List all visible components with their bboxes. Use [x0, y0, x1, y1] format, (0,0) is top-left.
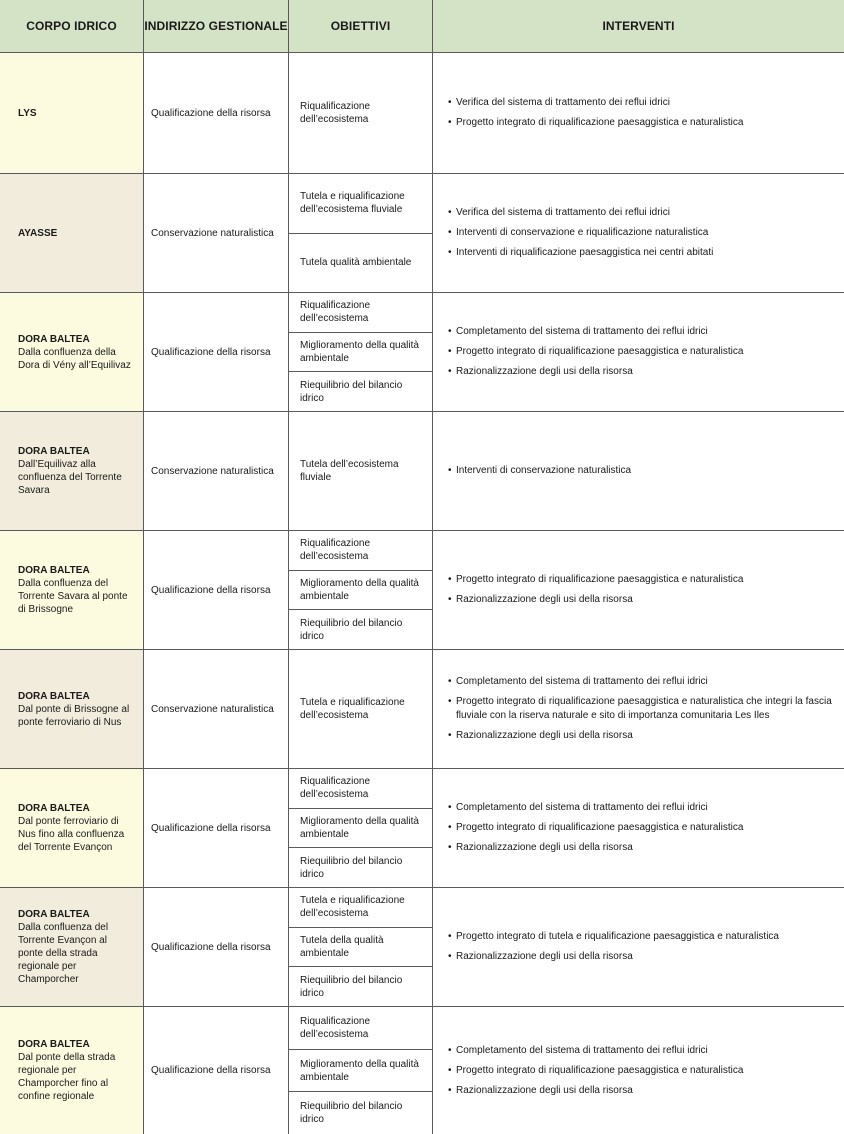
table-row [0, 1007, 844, 1134]
bullet-icon: • [448, 97, 452, 108]
obiettivo-item: Miglioramento della qualità ambientale [289, 571, 432, 611]
intervento-text: Razionalizzazione degli usi della risorsa [456, 366, 633, 377]
corpo-idrico-cell [0, 174, 144, 292]
header-interventi: INTERVENTI [433, 0, 844, 53]
bullet-icon: • [448, 842, 452, 853]
table-row [0, 174, 844, 293]
obiettivo-item: Riequilibrio del bilancio idrico [300, 855, 403, 880]
table-row [0, 888, 844, 1007]
obiettivi-cell [289, 769, 433, 887]
intervento-item [448, 325, 844, 339]
indirizzo-gestionale-cell: Qualificazione della risorsa [144, 53, 289, 173]
bullet-icon: • [448, 730, 452, 741]
bullet-icon: • [448, 366, 452, 377]
bullet-icon: • [448, 696, 452, 707]
intervento-text: Progetto integrato di riqualificazione paesaggistica e naturalistica che integri la fascia fluviale con la riserva naturale e sito di importanza comunitaria Les Iles [456, 696, 832, 721]
intervento-item [448, 841, 844, 855]
intervento-item [448, 695, 844, 723]
indirizzo-gestionale-cell: Conservazione naturalistica [144, 174, 289, 292]
intervento-text: Progetto integrato di riqualificazione paesaggistica e naturalistica [456, 574, 744, 585]
table-row [0, 769, 844, 888]
table-row [0, 531, 844, 650]
obiettivo-item: Miglioramento della qualità ambientale [289, 809, 432, 849]
bullet-icon: • [448, 594, 452, 605]
bullet-icon: • [448, 247, 452, 258]
intervento-item [448, 675, 844, 689]
obiettivi-cell [289, 293, 433, 411]
obiettivo-item: Riqualificazione dell’ecosistema [289, 1007, 432, 1050]
intervento-text: Razionalizzazione degli usi della risorsa [456, 1084, 633, 1096]
obiettivo-item: Tutela qualità ambientale [300, 257, 412, 269]
intervento-text: Interventi di conservazione e riqualificazione naturalistica [456, 227, 709, 238]
obiettivi-cell [289, 53, 433, 173]
corpo-idrico-name: LYS [18, 107, 37, 119]
intervento-item [448, 96, 844, 110]
intervento-text: Verifica del sistema di trattamento dei reflui idrici [456, 97, 670, 108]
intervento-text: Interventi di conservazione naturalistica [456, 465, 632, 476]
corpo-idrico-name: DORA BALTEA [18, 333, 90, 345]
obiettivo-item: Tutela e riqualificazione dell’ecosistema [300, 697, 405, 721]
bullet-icon: • [448, 802, 452, 813]
obiettivo-item: Riequilibrio del bilancio idrico [300, 617, 403, 642]
table-row [0, 412, 844, 531]
corpo-idrico-cell [0, 293, 144, 411]
intervento-item [448, 116, 844, 130]
obiettivi-cell [289, 650, 433, 768]
corpo-idrico-cell [0, 888, 144, 1006]
intervento-text: Razionalizzazione degli usi della risorsa [456, 951, 633, 962]
obiettivo-item: Miglioramento della qualità ambientale [289, 333, 432, 373]
intervento-item [448, 345, 844, 359]
intervento-text: Progetto integrato di tutela e riqualificazione paesaggistica e naturalistica [456, 931, 779, 942]
obiettivo-item: Riequilibrio del bilancio idrico [300, 974, 403, 999]
corpo-idrico-cell [0, 769, 144, 887]
intervento-text: Verifica del sistema di trattamento dei reflui idrici [456, 207, 670, 218]
corpo-idrico-cell [0, 53, 144, 173]
intervento-text: Razionalizzazione degli usi della risorsa [456, 842, 633, 853]
obiettivi-cell [289, 174, 433, 292]
intervento-item [448, 801, 844, 815]
indirizzo-gestionale-cell: Qualificazione della risorsa [144, 531, 289, 649]
intervento-text: Completamento del sistema di trattamento dei reflui idrici [456, 802, 708, 813]
corpo-idrico-cell [0, 412, 144, 530]
interventi-cell [433, 769, 844, 887]
bullet-icon: • [448, 1084, 452, 1096]
intervento-item [448, 1084, 844, 1098]
bullet-icon: • [448, 931, 452, 942]
interventi-cell [433, 888, 844, 1006]
interventi-cell [433, 293, 844, 411]
intervento-item [448, 593, 844, 607]
indirizzo-gestionale-cell: Qualificazione della risorsa [144, 1007, 289, 1134]
obiettivi-cell [289, 888, 433, 1006]
corpo-idrico-name: DORA BALTEA [18, 446, 90, 457]
intervento-item [448, 206, 844, 220]
corpo-idrico-name: AYASSE [18, 227, 58, 239]
interventi-cell [433, 53, 844, 173]
obiettivo-item: Riequilibrio del bilancio idrico [300, 1101, 403, 1126]
intervento-item [448, 821, 844, 835]
header-indirizzo-gestionale: INDIRIZZO GESTIONALE [144, 0, 289, 53]
bullet-icon: • [448, 951, 452, 962]
corpo-idrico-name: DORA BALTEA [18, 1039, 90, 1050]
table-row [0, 650, 844, 769]
obiettivo-item: Riqualificazione dell’ecosistema [289, 769, 432, 809]
indirizzo-gestionale-cell: Conservazione naturalistica [144, 412, 289, 530]
obiettivi-cell [289, 531, 433, 649]
intervento-item [448, 729, 844, 743]
obiettivo-item: Tutela e riqualificazione dell’ecosistema [289, 888, 432, 928]
bullet-icon: • [448, 822, 452, 833]
indirizzo-gestionale-cell: Qualificazione della risorsa [144, 769, 289, 887]
corpo-idrico-description: Dalla confluenza della Dora di Vény all’Equilivaz [18, 346, 131, 371]
bullet-icon: • [448, 227, 452, 238]
intervento-text: Interventi di riqualificazione paesaggistica nei centri abitati [456, 247, 714, 258]
header-obiettivi: OBIETTIVI [289, 0, 433, 53]
intervento-text: Progetto integrato di riqualificazione paesaggistica e naturalistica [456, 117, 744, 128]
table-row [0, 293, 844, 412]
interventi-cell [433, 650, 844, 768]
interventi-cell [433, 174, 844, 292]
obiettivo-item: Miglioramento della qualità ambientale [289, 1050, 432, 1093]
intervento-item [448, 1064, 844, 1078]
table-row [0, 53, 844, 174]
obiettivo-item: Tutela della qualità ambientale [289, 928, 432, 968]
intervento-item [448, 950, 844, 964]
bullet-icon: • [448, 676, 452, 687]
indirizzo-gestionale-cell: Qualificazione della risorsa [144, 888, 289, 1006]
intervento-item [448, 464, 844, 478]
corpo-idrico-description: Dal ponte della strada regionale per Champorcher fino al confine regionale [18, 1052, 116, 1102]
bullet-icon: • [448, 574, 452, 585]
corpo-idrico-description: Dal ponte ferroviario di Nus fino alla confluenza del Torrente Evançon [18, 816, 125, 853]
header-corpo-idrico: CORPO IDRICO [0, 0, 144, 53]
intervento-text: Progetto integrato di riqualificazione paesaggistica e naturalistica [456, 346, 744, 357]
intervento-text: Completamento del sistema di trattamento dei reflui idrici [456, 1044, 708, 1056]
corpo-idrico-description: Dal ponte di Brissogne al ponte ferroviario di Nus [18, 703, 130, 728]
corpo-idrico-cell [0, 1007, 144, 1134]
corpo-idrico-description: Dall’Equilivaz alla confluenza del Torrente Savara [18, 459, 122, 496]
intervento-item [448, 1044, 844, 1058]
intervento-item [448, 365, 844, 379]
bullet-icon: • [448, 1064, 452, 1076]
corpo-idrico-description: Dalla confluenza del Torrente Evançon al ponte della strada regionale per Champorcher [18, 922, 109, 985]
corpo-idrico-cell [0, 650, 144, 768]
intervento-text: Completamento del sistema di trattamento dei reflui idrici [456, 326, 708, 337]
intervento-text: Razionalizzazione degli usi della risorsa [456, 730, 633, 741]
corpo-idrico-name: DORA BALTEA [18, 803, 90, 814]
obiettivo-item: Riqualificazione dell’ecosistema [300, 101, 371, 125]
bullet-icon: • [448, 117, 452, 128]
intervento-item [448, 573, 844, 587]
intervento-text: Razionalizzazione degli usi della risorsa [456, 594, 633, 605]
corpo-idrico-name: DORA BALTEA [18, 690, 90, 702]
intervento-text: Progetto integrato di riqualificazione paesaggistica e naturalistica [456, 822, 744, 833]
interventi-cell [433, 412, 844, 530]
bullet-icon: • [448, 346, 452, 357]
bullet-icon: • [448, 326, 452, 337]
obiettivi-cell [289, 412, 433, 530]
bullet-icon: • [448, 1044, 452, 1056]
corpo-idrico-name: DORA BALTEA [18, 909, 90, 920]
corpo-idrico-name: DORA BALTEA [18, 565, 90, 576]
obiettivo-item: Riqualificazione dell’ecosistema [289, 531, 432, 571]
bullet-icon: • [448, 465, 452, 476]
intervento-item [448, 226, 844, 240]
bullet-icon: • [448, 207, 452, 218]
obiettivo-item: Riqualificazione dell’ecosistema [289, 293, 432, 333]
interventi-cell [433, 531, 844, 649]
corpo-idrico-cell [0, 531, 144, 649]
intervento-text: Progetto integrato di riqualificazione paesaggistica e naturalistica [456, 1064, 744, 1076]
obiettivi-cell [289, 1007, 433, 1134]
indirizzo-gestionale-cell: Conservazione naturalistica [144, 650, 289, 768]
obiettivo-item: Riequilibrio del bilancio idrico [300, 379, 403, 404]
indirizzo-gestionale-cell: Qualificazione della risorsa [144, 293, 289, 411]
obiettivo-item: Tutela e riqualificazione dell’ecosistema fluviale [289, 174, 432, 234]
intervento-item [448, 246, 844, 260]
corpo-idrico-description: Dalla confluenza del Torrente Savara al ponte di Brissogne [18, 578, 128, 615]
interventi-cell [433, 1007, 844, 1134]
obiettivo-item: Tutela dell’ecosistema fluviale [300, 459, 399, 483]
intervento-item [448, 930, 844, 944]
intervento-text: Completamento del sistema di trattamento dei reflui idrici [456, 676, 708, 687]
